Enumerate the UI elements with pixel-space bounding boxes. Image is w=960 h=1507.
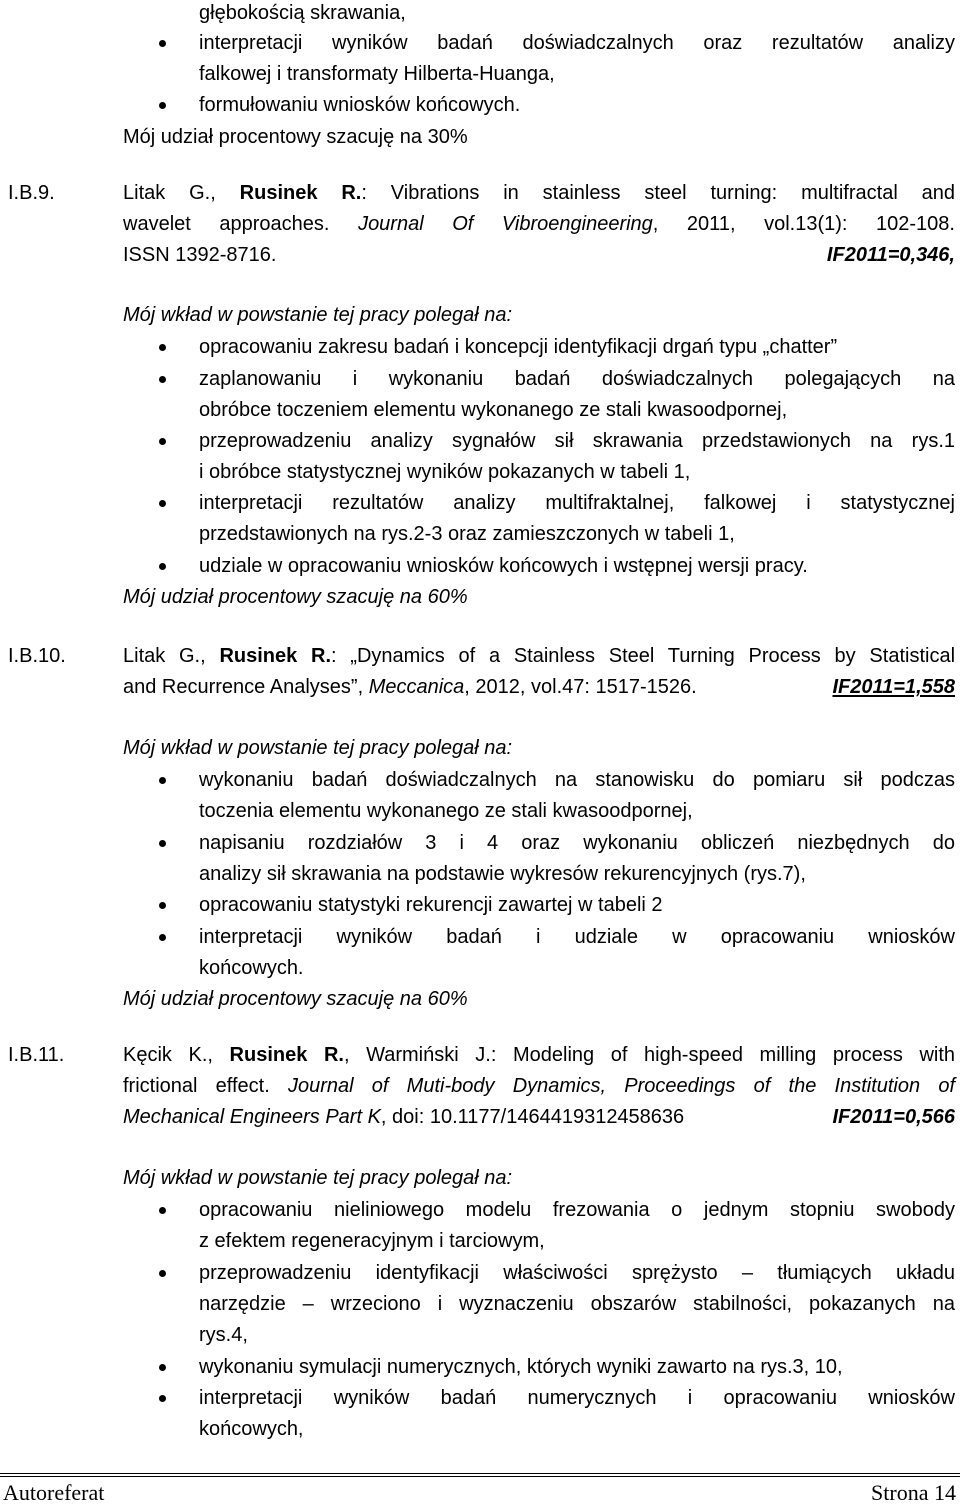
footer-rule xyxy=(0,1473,960,1474)
citation-line xyxy=(123,674,697,700)
list-item-continuation: i obróbce statystycznej wyników pokazanych w tabeli 1, xyxy=(199,461,691,483)
citation-authors: Litak G., xyxy=(123,182,240,204)
citation-authors: Kęcik K., xyxy=(123,1044,230,1066)
citation-text: , 2011, vol.13(1): 102-108. xyxy=(652,213,955,235)
citation-line xyxy=(123,180,955,206)
bullet-icon xyxy=(159,840,166,847)
journal-name: Journal Of Vibroengineering xyxy=(358,213,653,235)
list-item-continuation: końcowych, xyxy=(199,1418,304,1440)
citation-authors: Litak G., xyxy=(123,645,220,667)
bullet-icon xyxy=(159,1395,166,1402)
list-item-continuation: końcowych. xyxy=(199,957,304,979)
list-item-continuation: rys.4, xyxy=(199,1324,248,1346)
bullet-icon xyxy=(159,500,166,507)
bullet-icon xyxy=(159,902,166,909)
contribution-heading: Mój wkład w powstanie tej pracy polegał na: xyxy=(123,304,513,326)
list-item-continuation: toczenia elementu wykonanego ze stali kwasoodpornej, xyxy=(199,800,693,822)
citation-line xyxy=(123,211,955,237)
impact-factor: IF2011=1,558 xyxy=(832,676,955,698)
list-item: przeprowadzeniu identyfikacji właściwości sprężysto – tłumiących układu xyxy=(199,1262,955,1284)
text-line: głębokością skrawania, xyxy=(199,2,406,24)
citation-author-self: Rusinek R. xyxy=(219,645,331,667)
list-item: interpretacji rezultatów analizy multifraktalnej, falkowej i statystycznej xyxy=(199,492,955,514)
share-statement: Mój udział procentowy szacuję na 60% xyxy=(123,586,468,608)
share-statement: Mój udział procentowy szacuję na 60% xyxy=(123,988,468,1010)
bullet-icon xyxy=(159,777,166,784)
citation-title: , Warmiński J.: Modeling of high-speed milling process with xyxy=(343,1044,956,1066)
bullet-icon xyxy=(159,1270,166,1277)
citation-doi: , doi: 10.1177/1464419312458636 xyxy=(380,1106,685,1128)
citation-line xyxy=(123,1073,955,1099)
list-item: opracowaniu nieliniowego modelu frezowania o jednym stopniu swobody xyxy=(199,1199,955,1221)
footer-rule xyxy=(0,1476,960,1477)
journal-name: Mechanical Engineers Part K xyxy=(123,1106,381,1128)
citation-line xyxy=(123,1042,955,1068)
contribution-heading: Mój wkład w powstanie tej pracy polegał na: xyxy=(123,737,513,759)
citation-title: : „Dynamics of a Stainless Steel Turning Process by Statistical xyxy=(331,645,956,667)
bullet-icon xyxy=(159,40,166,47)
contribution-heading: Mój wkład w powstanie tej pracy polegał na: xyxy=(123,1167,513,1189)
citation-text: , 2012, vol.47: 1517-1526. xyxy=(464,676,697,698)
list-item: napisaniu rozdziałów 3 i 4 oraz wykonaniu obliczeń niezbędnych do xyxy=(199,832,955,854)
list-item-continuation: analizy sił skrawania na podstawie wykresów rekurencyjnych (rys.7), xyxy=(199,863,806,885)
impact-factor: IF2011=0,566 xyxy=(832,1106,955,1128)
list-item-continuation: narzędzie – wrzeciono i wyznaczeniu obszarów stabilności, pokazanych na xyxy=(199,1293,955,1315)
list-item: opracowaniu zakresu badań i koncepcji identyfikacji drgań typu „chatter” xyxy=(199,336,838,358)
list-item: interpretacji wyników badań numerycznych i opracowaniu wniosków xyxy=(199,1387,955,1409)
list-item: interpretacji wyników badań i udziale w opracowaniu wniosków xyxy=(199,926,955,948)
page-number: Strona 14 xyxy=(871,1480,956,1505)
bullet-icon xyxy=(159,1207,166,1214)
list-item-continuation: z efektem regeneracyjnym i tarciowym, xyxy=(199,1230,545,1252)
list-item: interpretacji wyników badań doświadczalnych oraz rezultatów analizy xyxy=(199,32,955,54)
citation-text: and Recurrence Analyses”, xyxy=(123,676,369,698)
bullet-icon xyxy=(159,344,166,351)
bullet-icon xyxy=(159,563,166,570)
list-item: wykonaniu badań doświadczalnych na stanowisku do pomiaru sił podczas xyxy=(199,769,955,791)
bullet-icon xyxy=(159,376,166,383)
entry-number: I.B.11. xyxy=(8,1044,65,1066)
journal-name: Meccanica xyxy=(368,676,465,698)
entry-number: I.B.10. xyxy=(8,645,66,667)
bullet-icon xyxy=(159,1364,166,1371)
footer-title: Autoreferat xyxy=(3,1480,105,1505)
list-item: udziale w opracowaniu wniosków końcowych i wstępnej wersji pracy. xyxy=(199,555,808,577)
list-item-continuation: falkowej i transformaty Hilberta-Huanga, xyxy=(199,63,555,85)
list-item: wykonaniu symulacji numerycznych, których wyniki zawarto na rys.3, 10, xyxy=(199,1356,843,1378)
citation-text: frictional effect. xyxy=(123,1075,288,1097)
bullet-icon xyxy=(159,102,166,109)
citation-text: wavelet approaches. xyxy=(123,213,359,235)
citation-author-self: Rusinek R. xyxy=(239,182,362,204)
share-statement: Mój udział procentowy szacuję na 30% xyxy=(123,126,468,148)
citation-line xyxy=(123,643,955,669)
list-item-continuation: przedstawionych na rys.2-3 oraz zamieszczonych w tabeli 1, xyxy=(199,523,735,545)
citation-title: : Vibrations in stainless steel turning: multifractal and xyxy=(361,182,956,204)
citation-line xyxy=(123,1104,684,1130)
list-item: opracowaniu statystyki rekurencji zawartej w tabeli 2 xyxy=(199,894,663,916)
entry-number: I.B.9. xyxy=(8,182,55,204)
impact-factor: IF2011=0,346, xyxy=(826,244,955,266)
citation-issn: ISSN 1392-8716. xyxy=(123,244,277,266)
citation-author-self: Rusinek R. xyxy=(229,1044,344,1066)
list-item: zaplanowaniu i wykonaniu badań doświadczalnych polegających na xyxy=(199,368,955,390)
journal-name: Journal of Muti-body Dynamics, Proceedings of the Institution of xyxy=(288,1075,956,1097)
bullet-icon xyxy=(159,934,166,941)
list-item-continuation: obróbce toczeniem elementu wykonanego ze stali kwasoodpornej, xyxy=(199,399,788,421)
list-item: formułowaniu wniosków końcowych. xyxy=(199,94,521,116)
list-item: przeprowadzeniu analizy sygnałów sił skrawania przedstawionych na rys.1 xyxy=(199,430,955,452)
bullet-icon xyxy=(159,438,166,445)
